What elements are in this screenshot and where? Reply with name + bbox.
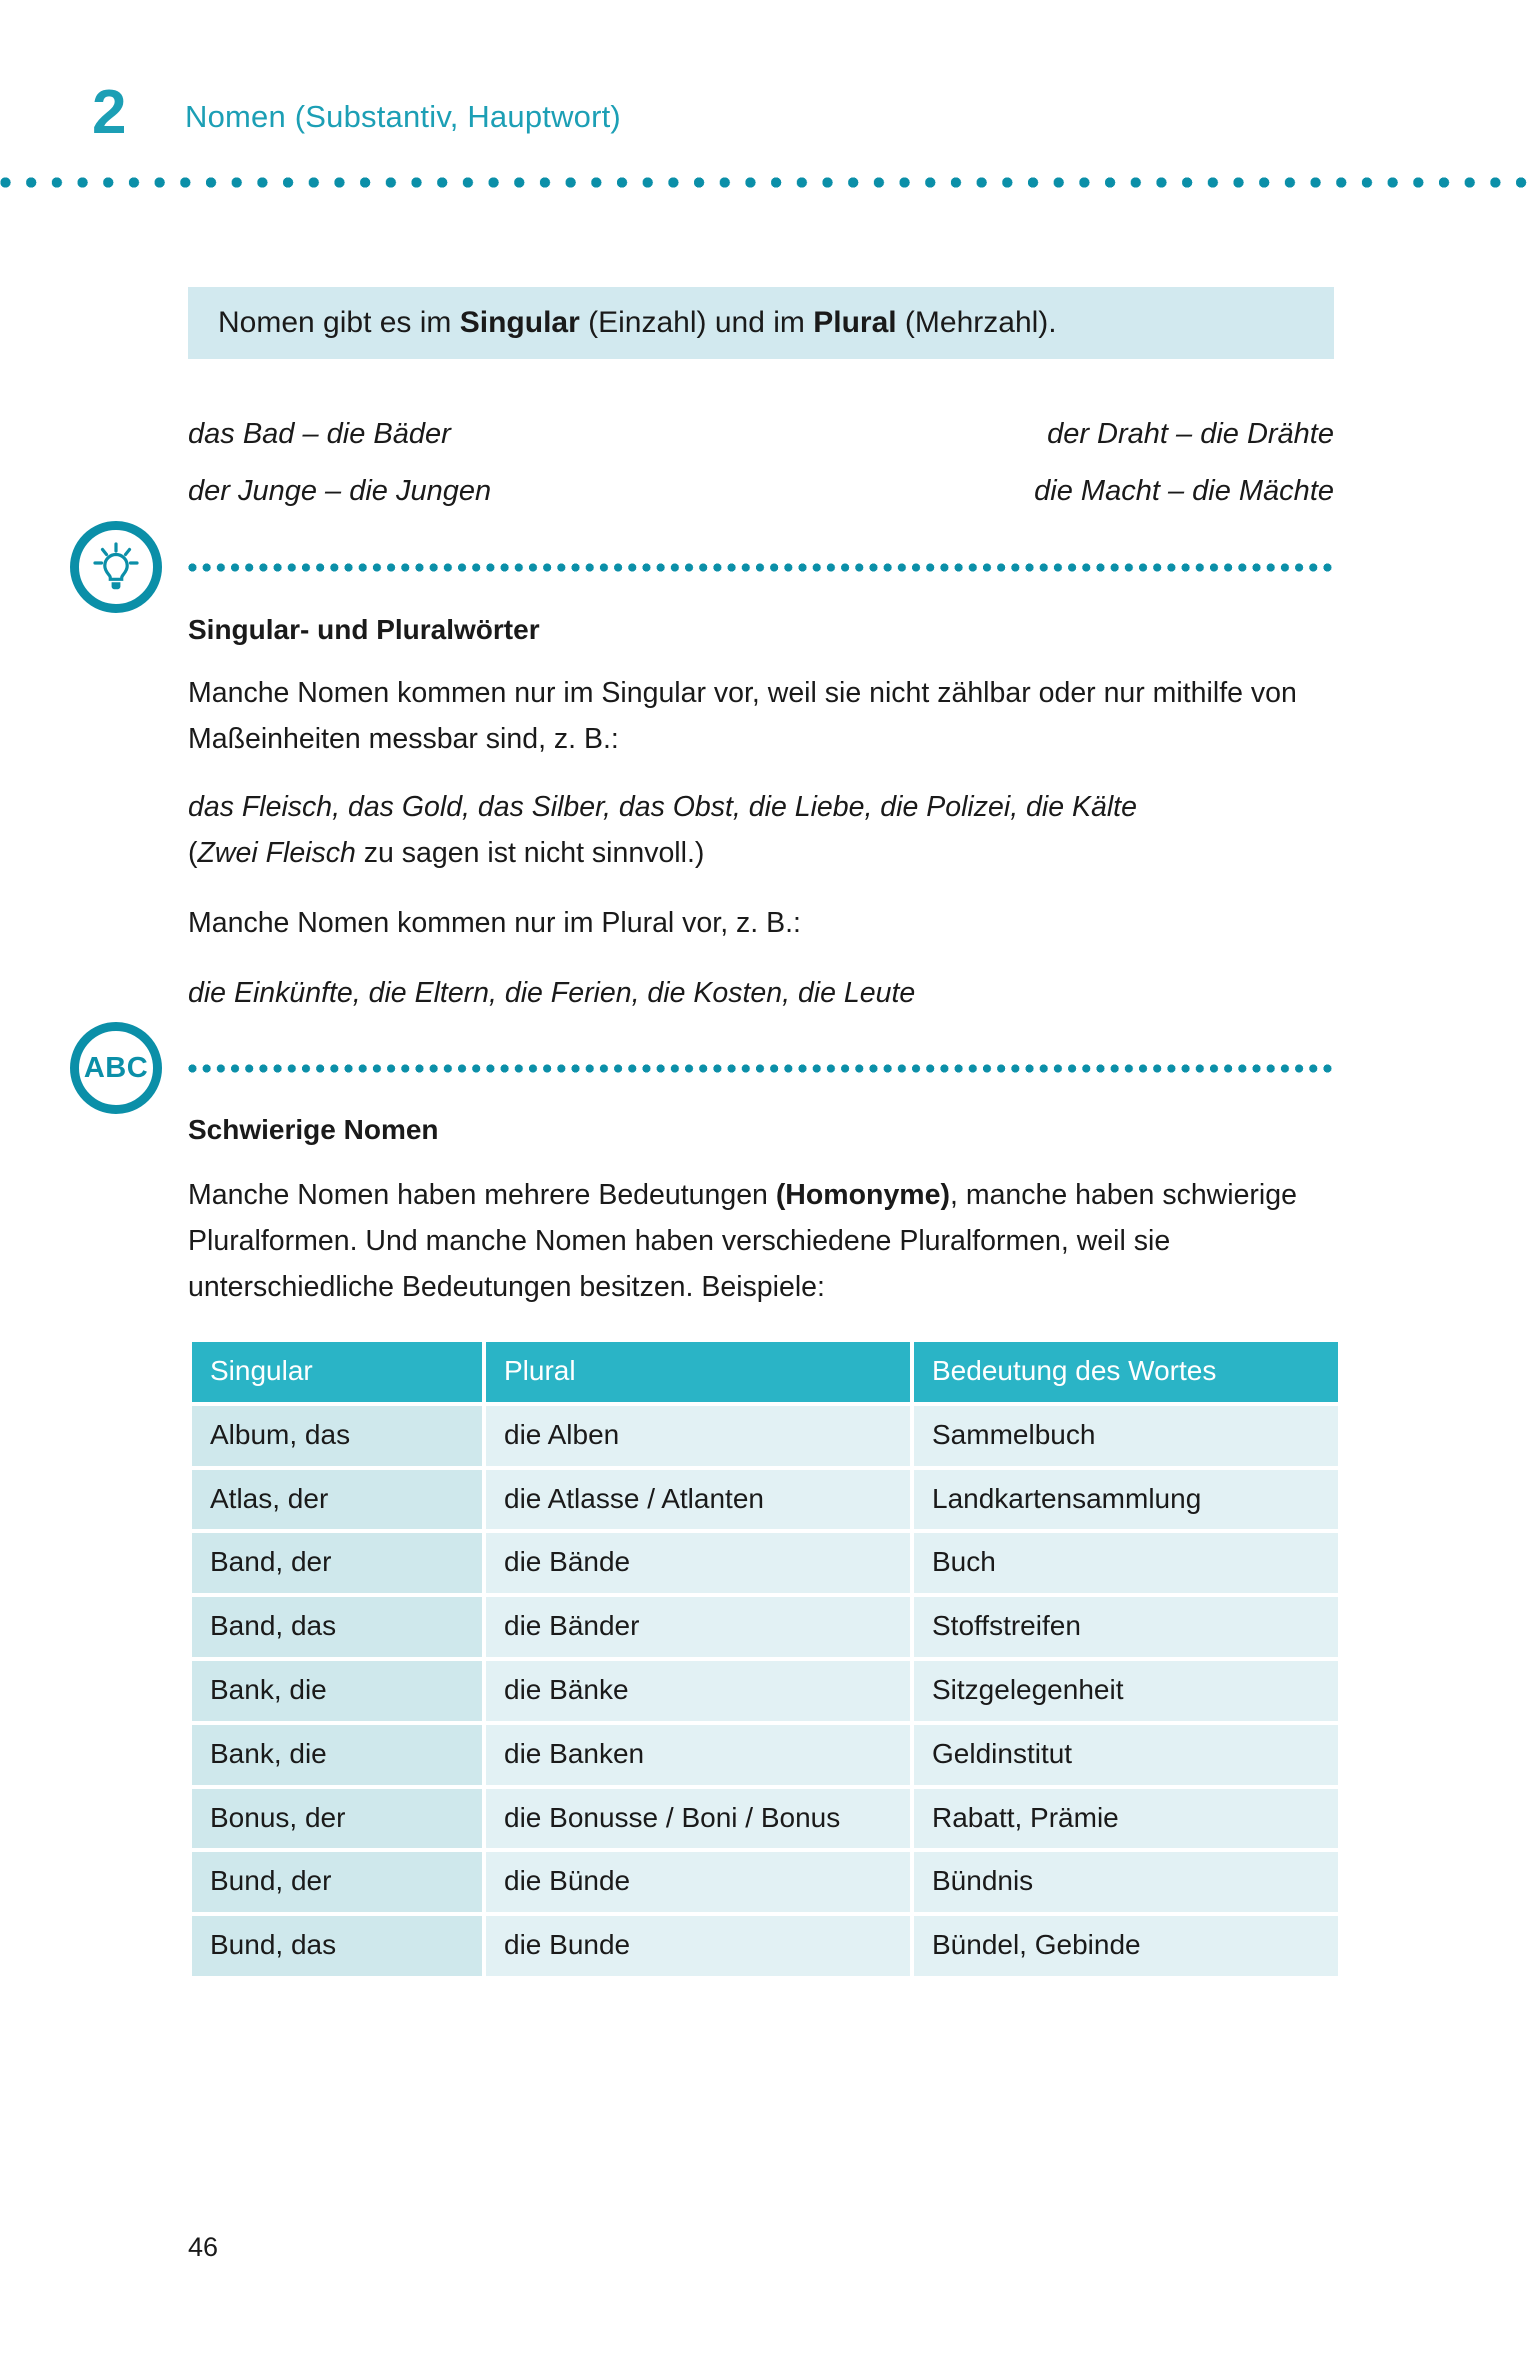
intro-highlight-box	[188, 287, 1334, 359]
example-pairs	[188, 418, 1334, 532]
lightbulb-glyph	[90, 541, 142, 593]
note-open-paren: (	[188, 837, 198, 869]
intro-middle: (Einzahl) und im	[579, 306, 814, 339]
example-plural-only-list: die Einkünfte, die Eltern, die Ferien, die Kosten, die Leute	[188, 977, 916, 1009]
cell-singular: Album, das	[192, 1406, 482, 1466]
section-title-singular-plural: Singular- und Pluralwörter	[188, 614, 540, 645]
table-header-plural: Plural	[486, 1342, 910, 1402]
paragraph-plural-only: Manche Nomen kommen nur im Plural vor, z. B.:	[188, 907, 801, 939]
cell-plural: die Bänder	[486, 1597, 910, 1657]
cell-singular: Bund, das	[192, 1916, 482, 1976]
lightbulb-icon	[70, 521, 162, 613]
intro-bold-singular: Singular	[459, 306, 580, 339]
table-row	[192, 1533, 1338, 1593]
cell-singular: Bank, die	[192, 1661, 482, 1721]
cell-plural: die Bänke	[486, 1661, 910, 1721]
running-head	[0, 62, 1536, 147]
nomen-table	[188, 1338, 1342, 1980]
section-dotted-rule	[188, 1064, 1334, 1073]
abc-icon-label: ABC	[83, 1051, 149, 1084]
section-dotted-rule	[188, 563, 1334, 572]
example-left: der Junge – die Jungen	[188, 475, 492, 507]
cell-plural: die Bünde	[486, 1852, 910, 1912]
homonyme-bold: (Homonyme)	[775, 1179, 950, 1211]
intro-prefix: Nomen gibt es im	[218, 306, 460, 339]
example-left: das Bad – die Bäder	[188, 418, 451, 450]
homonyme-text-b: , manche haben schwierige Pluralformen. Und manche Nomen haben verschiedene Pluralformen, weil sie unterschiedliche Bedeutungen besitzen. Beispiele:	[188, 1179, 1297, 1303]
cell-singular: Band, das	[192, 1597, 482, 1657]
header-dotted-rule	[0, 177, 1536, 188]
cell-meaning: Landkartensammlung	[914, 1470, 1338, 1530]
cell-singular: Atlas, der	[192, 1470, 482, 1530]
table-row	[192, 1789, 1338, 1849]
example-row	[188, 418, 1334, 475]
section-title-schwierige-nomen: Schwierige Nomen	[188, 1114, 439, 1145]
chapter-title: Nomen (Substantiv, Hauptwort)	[185, 99, 621, 134]
table-row	[192, 1725, 1338, 1785]
table-row	[192, 1597, 1338, 1657]
cell-meaning: Sitzgelegenheit	[914, 1661, 1338, 1721]
table-row	[192, 1661, 1338, 1721]
cell-plural: die Bonusse / Boni / Bonus	[486, 1789, 910, 1849]
cell-plural: die Bunde	[486, 1916, 910, 1976]
table-header-bedeutung: Bedeutung des Wortes	[914, 1342, 1338, 1402]
table-row	[192, 1852, 1338, 1912]
homonyme-text-a: Manche Nomen haben mehrere Bedeutungen	[188, 1179, 776, 1211]
example-zwei-fleisch-note	[188, 830, 1334, 876]
table-row	[192, 1406, 1338, 1466]
cell-meaning: Buch	[914, 1533, 1338, 1593]
cell-singular: Band, der	[192, 1533, 482, 1593]
note-rest: zu sagen ist nicht sinnvoll.)	[355, 837, 705, 869]
cell-meaning: Geldinstitut	[914, 1725, 1338, 1785]
cell-meaning: Sammelbuch	[914, 1406, 1338, 1466]
cell-plural: die Bände	[486, 1533, 910, 1593]
cell-meaning: Bündel, Gebinde	[914, 1916, 1338, 1976]
cell-meaning: Stoffstreifen	[914, 1597, 1338, 1657]
intro-text	[188, 305, 1057, 341]
cell-meaning: Rabatt, Prämie	[914, 1789, 1338, 1849]
chapter-number: 2	[92, 78, 126, 147]
note-italic-phrase: Zwei Fleisch	[197, 837, 356, 869]
cell-singular: Bund, der	[192, 1852, 482, 1912]
cell-meaning: Bündnis	[914, 1852, 1338, 1912]
cell-singular: Bonus, der	[192, 1789, 482, 1849]
abc-icon	[70, 1022, 162, 1114]
table-row	[192, 1916, 1338, 1976]
cell-plural: die Atlasse / Atlanten	[486, 1470, 910, 1530]
paragraph-homonyme	[188, 1172, 1334, 1310]
table-header-singular: Singular	[192, 1342, 482, 1402]
intro-bold-plural: Plural	[813, 306, 897, 339]
cell-plural: die Banken	[486, 1725, 910, 1785]
cell-singular: Bank, die	[192, 1725, 482, 1785]
example-singular-only-list: das Fleisch, das Gold, das Silber, das Obst, die Liebe, die Polizei, die Kälte	[188, 791, 1137, 823]
page-number: 46	[188, 2232, 219, 2262]
table-header-row	[192, 1342, 1338, 1402]
table-row	[192, 1470, 1338, 1530]
paragraph-singular-only: Manche Nomen kommen nur im Singular vor, weil sie nicht zählbar oder nur mithilfe von Maßeinheiten messbar sind, z. B.:	[188, 677, 1297, 755]
example-right: die Macht – die Mächte	[1034, 475, 1334, 507]
intro-suffix: (Mehrzahl).	[896, 306, 1057, 339]
example-row	[188, 475, 1334, 532]
cell-plural: die Alben	[486, 1406, 910, 1466]
example-right: der Draht – die Drähte	[1047, 418, 1334, 450]
